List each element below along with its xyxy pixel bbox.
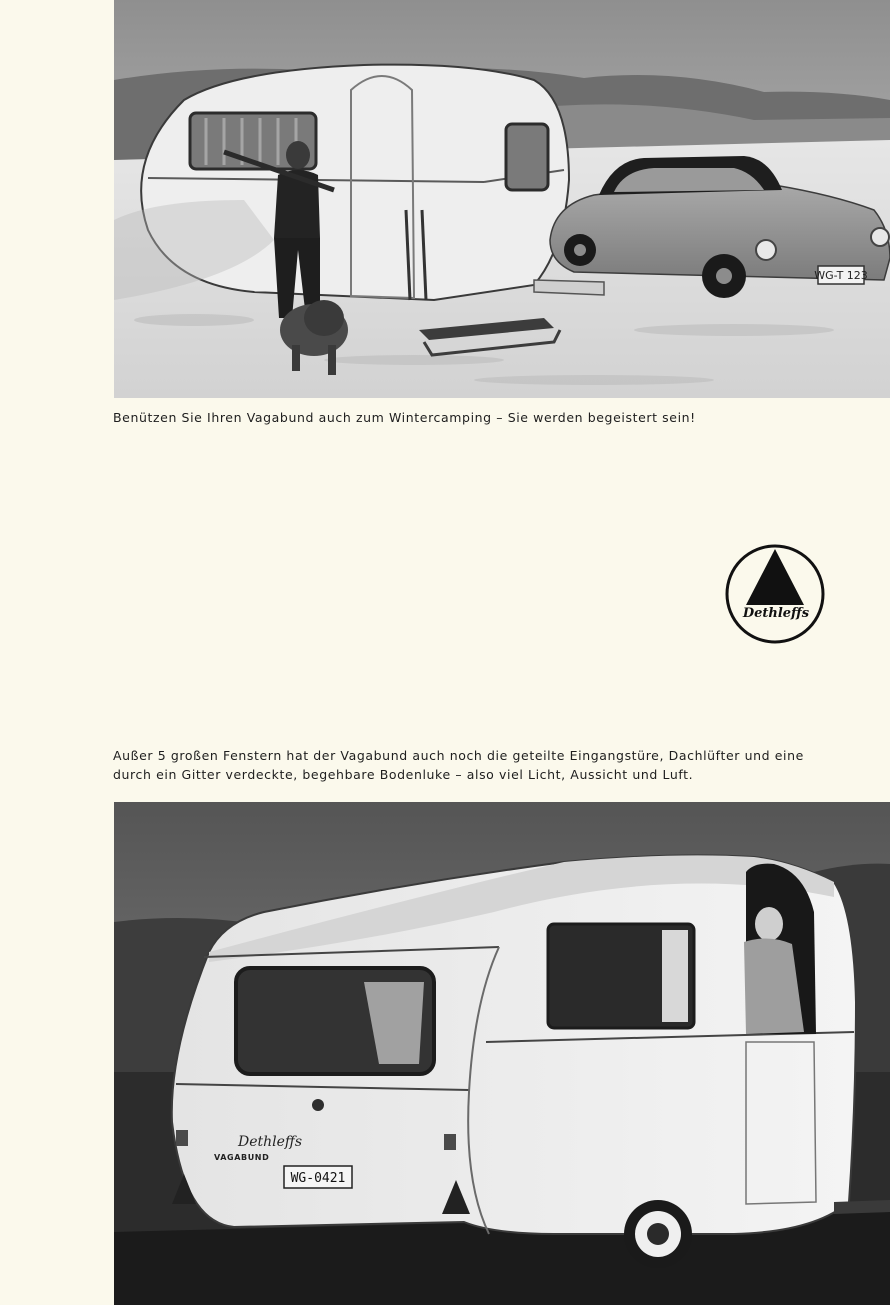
caravan-badge-model: VAGABUND bbox=[214, 1153, 270, 1162]
caption-winter-camping: Benützen Sie Ihren Vagabund auch zum Wintercamping – Sie werden begeistert sein! bbox=[113, 410, 696, 425]
caption-vagabund-features: Außer 5 großen Fenstern hat der Vagabund auch noch die geteilte Eingangstüre, Dachlüfter und eine durch ein Gitter verdeckte, begehbare Bodenluke – also viel Licht, Aussicht und Luft. bbox=[113, 748, 804, 782]
car-plate: WG-T 123 bbox=[814, 269, 868, 282]
dethleffs-logo bbox=[724, 543, 826, 645]
caravan-badge-script: Dethleffs bbox=[238, 1134, 303, 1150]
photo-winter-camping bbox=[114, 0, 890, 398]
logo-wordmark: Dethleffs bbox=[742, 606, 810, 621]
license-plate: WG-0421 bbox=[290, 1171, 346, 1186]
photo-caravan-rear bbox=[114, 802, 890, 1305]
